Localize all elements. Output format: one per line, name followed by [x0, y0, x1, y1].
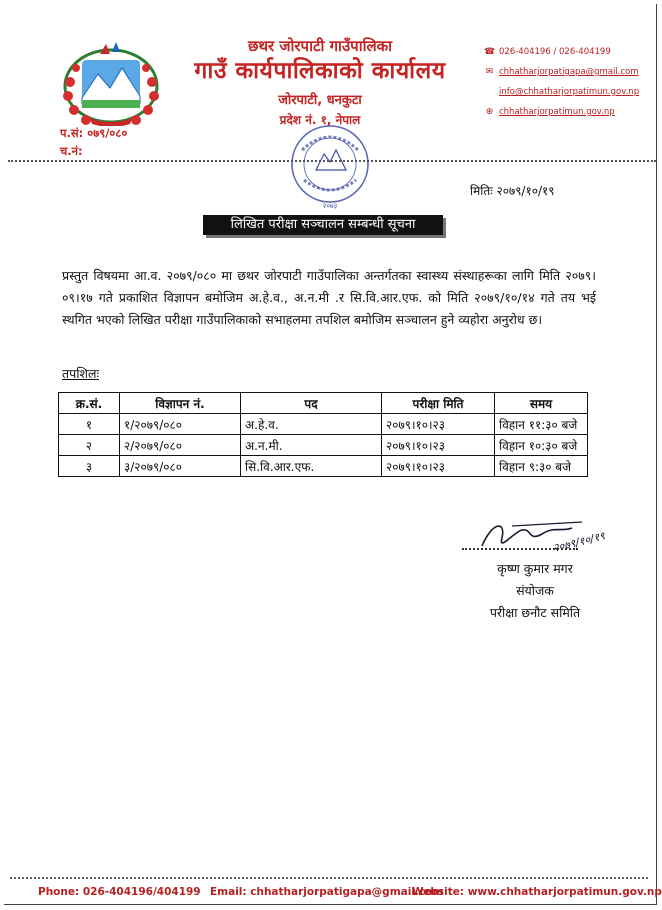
letter-number: प.सं: ०७९/०८० [60, 126, 128, 140]
cell-exam-date: २०७९।१०।२३ [382, 414, 495, 435]
office-title: गाउँ कार्यपालिकाको कार्यालय [194, 58, 446, 84]
signer-name: कृष्ण कुमार मगर [497, 561, 573, 576]
cell-time: विहान १०:३० बजे [495, 435, 588, 456]
dispatch-number: च.नं: [60, 144, 83, 158]
nepal-emblem-icon [60, 38, 162, 126]
cell-post: अ.न.मी. [241, 435, 382, 456]
exam-schedule-table [58, 392, 588, 477]
globe-icon: ⊕ [485, 106, 494, 117]
letterhead [170, 36, 470, 128]
office-stamp-icon [288, 120, 372, 210]
notice-body: प्रस्तुत विषयमा आ.व. २०७९/०८० मा छथर जोरपाटी गाउँपालिका अन्तर्गतका स्वास्थ्य संस्थाहरूका लागि मिति २०७९।०९।१७ गते प्रकाशित विज्ञापन बमोजिम अ.हे.व., अ.न.मी .र सि.वि.आर.एफ. को मिति २०७९/१०/१४ गते तय भई स्थगित भएको लिखित परीक्षा गाउँपालिकाको सभाहलमा तपशिल बमोजिम सञ्चालन हुने व्यहोरा अनुरोध छ। [62, 268, 596, 327]
svg-text:२०७३: २०७३ [322, 202, 338, 210]
table-row [59, 414, 588, 435]
contact-website-text[interactable]: chhatharjorpatimun.gov.np [499, 107, 615, 117]
cell-advert-no: २/२०७९/०८० [120, 435, 241, 456]
phone-icon: ☎ [484, 46, 496, 57]
contact-email-2[interactable] [484, 86, 654, 98]
spacer [484, 88, 495, 97]
signature-line [462, 548, 578, 550]
col-post: पद [241, 393, 382, 414]
cell-exam-date: २०७९।१०।२३ [382, 456, 495, 477]
contact-email-2-text[interactable]: info@chhatharjorpatimun.gov.np [499, 87, 640, 97]
notice-title: लिखित परीक्षा सञ्चालन सम्बन्धी सूचना [203, 215, 443, 235]
footer-phone: Phone: 026-404196/404199 [38, 886, 201, 898]
footer-divider [10, 877, 648, 879]
email-icon: ✉ [485, 66, 494, 77]
contact-email-1[interactable] [484, 66, 654, 78]
footer-website[interactable]: Website: www.chhatharjorpatimun.gov.np [412, 886, 662, 898]
contact-email-1-text[interactable]: chhatharjorpatigapa@gmail.com [499, 67, 639, 77]
signature-date: २०७९/१०/१९ [551, 529, 607, 555]
table-row [59, 456, 588, 477]
office-address: जोरपाटी, धनकुटा [278, 93, 362, 108]
col-exam-date: परीक्षा मिति [382, 393, 495, 414]
cell-post: अ.हे.व. [241, 414, 382, 435]
signature-icon [462, 512, 622, 558]
office-province: प्रदेश नं. १, नेपाल [279, 113, 361, 127]
cell-post: सि.वि.आर.एफ. [241, 456, 382, 477]
office-name: छथर जोरपाटी गाउँपालिका [247, 37, 393, 55]
signer-role: संयोजक [516, 583, 554, 598]
signer-block [470, 558, 600, 624]
cell-serial: २ [59, 435, 120, 456]
cell-serial: १ [59, 414, 120, 435]
cell-serial: ३ [59, 456, 120, 477]
table-header-row [59, 393, 588, 414]
cell-time: विहान ११:३० बजे [495, 414, 588, 435]
footer-email[interactable]: Email: chhatharjorpatigapa@gmail.com [210, 886, 444, 898]
contact-block [484, 46, 654, 126]
col-advert-no: विज्ञापन नं. [120, 393, 241, 414]
cell-advert-no: ३/२०७९/०८० [120, 456, 241, 477]
table-row [59, 435, 588, 456]
cell-exam-date: २०७९।१०।२३ [382, 435, 495, 456]
signer-committee: परीक्षा छनौट समिति [489, 605, 581, 620]
col-time: समय [495, 393, 588, 414]
notice-date: मितिः २०७९/१०/१९ [470, 184, 555, 198]
details-label: तपशिलः [62, 366, 99, 381]
contact-phone [484, 46, 654, 58]
contact-website[interactable] [484, 106, 654, 118]
contact-phone-text: 026-404196 / 026-404199 [499, 47, 611, 57]
cell-time: विहान ९:३० बजे [495, 456, 588, 477]
cell-advert-no: १/२०७९/०८० [120, 414, 241, 435]
col-serial: क्र.सं. [59, 393, 120, 414]
